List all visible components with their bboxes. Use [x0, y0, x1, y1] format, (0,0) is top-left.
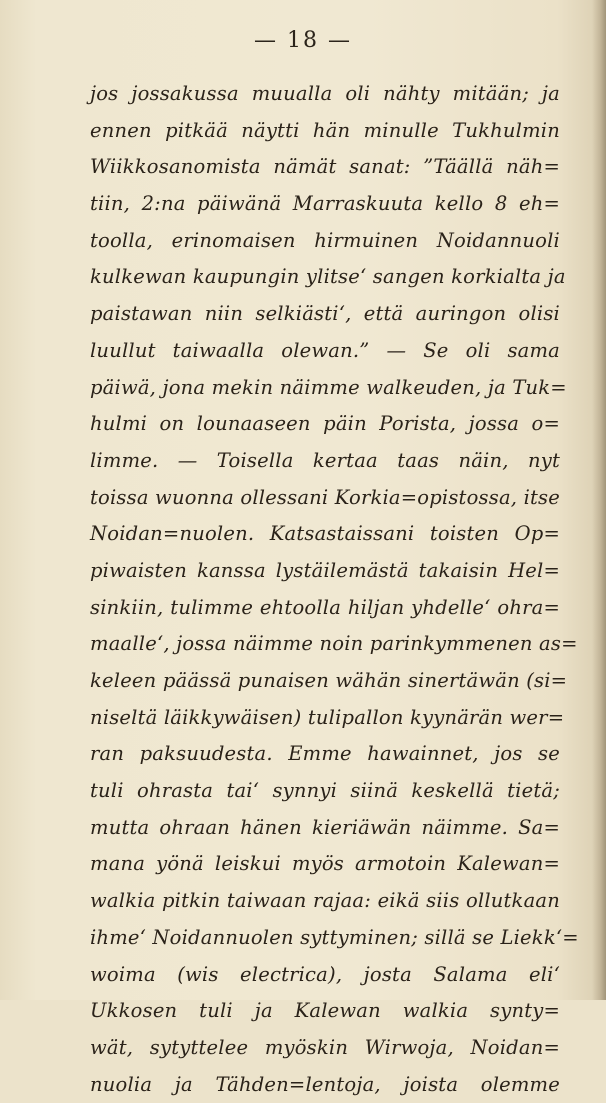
text-line: niseltä läikkywäisen) tulipallon kyynärän wer=	[90, 705, 565, 729]
text-line: Ukkosen tuli ja Kalewan walkia synty=	[90, 999, 560, 1023]
text-line: keleen päässä punaisen wähän sinertäwän (si=	[90, 669, 568, 692]
text-line: toolla, erinomaisen hirmuinen Noidannuoli	[90, 228, 560, 252]
text-line: wät, sytyttelee myöskin Wirwoja, Noidan=	[90, 1035, 560, 1059]
text-line: woima (wis electrica), josta Salama eli‘	[90, 962, 560, 986]
text-line: Wiikkosanomista nämät sanat: ”Täällä näh=	[90, 155, 560, 179]
text-line: limme. — Toisella kertaa taas näin, nyt	[90, 448, 560, 472]
page-number: — 18 —	[254, 28, 352, 53]
text-line: ihme‘ Noidannuolen syttyminen; sillä se Liekk‘=	[90, 925, 579, 949]
page-edge-shadow	[592, 0, 606, 1000]
text-line: toissa wuonna ollessani Korkia=opistossa, itse	[90, 485, 560, 509]
text-line: jos jossakussa muualla oli nähty mitään; ja	[90, 82, 560, 105]
text-line: mutta ohraan hänen kieriäwän näimme. Sa=	[90, 815, 560, 839]
text-line: piwaisten kanssa lystäilemästä takaisin Hel=	[90, 558, 560, 582]
text-line: hulmi on lounaaseen päin Porista, jossa o=	[90, 412, 560, 436]
text-line: tuli ohrasta tai‘ synnyi siinä keskellä tietä;	[90, 779, 560, 803]
text-line: ennen pitkää näytti hän minulle Tukhulmin	[90, 118, 560, 142]
text-line: walkia pitkin taiwaan rajaa: eikä siis ollutkaan	[90, 889, 560, 913]
text-line: Noidan=nuolen. Katsastaissani toisten Op=	[90, 522, 560, 546]
text-line: sinkiin, tulimme ehtoolla hiljan yhdelle‘ ohra=	[90, 595, 560, 619]
text-line: luullut taiwaalla olewan.” — Se oli sama	[90, 338, 560, 362]
text-line: ran paksuudesta. Emme hawainnet, jos se	[90, 742, 560, 766]
text-line: mana yönä leiskui myös armotoin Kalewan=	[90, 852, 560, 876]
text-line: paistawan niin selkiästi‘, että auringon olisi	[90, 302, 560, 326]
text-line: tiin, 2:na päiwänä Marraskuuta kello 8 eh=	[90, 192, 560, 216]
text-line: päiwä, jona mekin näimme walkeuden, ja Tuk=	[90, 375, 567, 399]
body-text	[90, 76, 579, 1103]
text-line: nuolia ja Tähden=lentoja, joista olemme	[90, 1072, 560, 1096]
text-line: kulkewan kaupungin ylitse‘ sangen korkialta ja	[90, 265, 566, 289]
text-line: maalle‘, jossa näimme noin parinkymmenen as=	[90, 632, 578, 656]
